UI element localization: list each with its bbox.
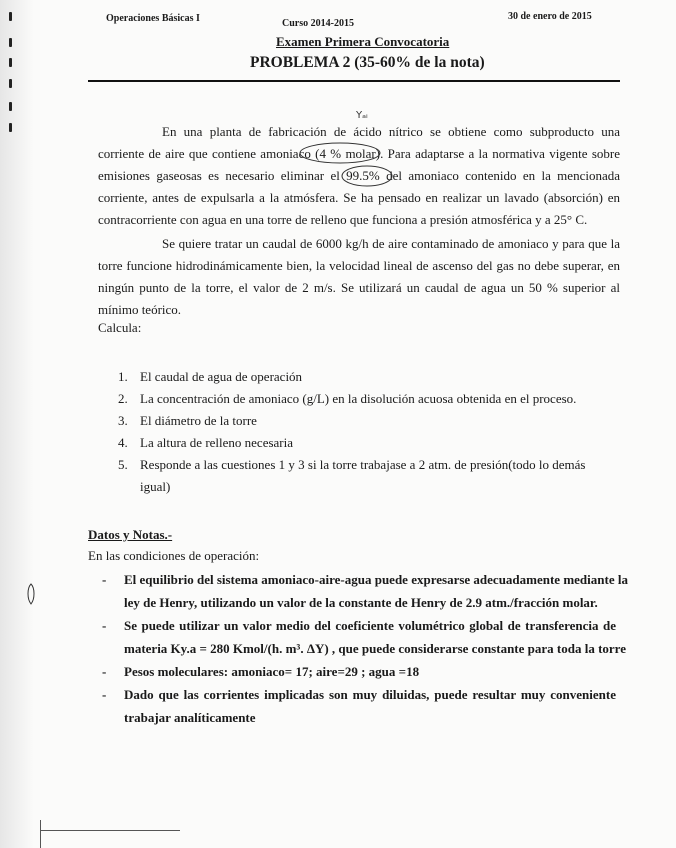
question-item xyxy=(118,366,618,388)
note-text: Pesos moleculares: amoniaco= 17; aire=29 ; agua =18 xyxy=(124,664,420,679)
page-corner-tick xyxy=(40,820,41,848)
page-corner-line xyxy=(40,830,180,831)
question-text: igual) xyxy=(140,479,171,494)
text-line: mínimo teórico. xyxy=(98,302,182,317)
text-line: Se quiere tratar un caudal de 6000 kg/h de aire contaminado de amoniaco y para que la xyxy=(162,236,620,251)
course-year: Curso 2014-2015 xyxy=(282,18,354,29)
question-number: 5. xyxy=(118,457,128,472)
note-text: El equilibrio del sistema amoniaco-aire-agua puede expresarse adecuadamente mediante la xyxy=(124,572,628,587)
course-name: Operaciones Básicas I xyxy=(106,13,200,24)
margin-pen-mark xyxy=(26,583,36,605)
question-text: La concentración de amoniaco (g/L) en la disolución acuosa obtenida en el proceso. xyxy=(140,391,577,406)
notes-intro: En las condiciones de operación: xyxy=(88,548,260,563)
note-text: materia Ky.a = 280 Kmol/(h. m³. ΔY) , que puede considerarse constante para toda la torre xyxy=(124,641,626,656)
question-item xyxy=(118,432,618,454)
question-number: 3. xyxy=(118,413,128,428)
question-text: La altura de relleno necesaria xyxy=(140,435,294,450)
note-item xyxy=(102,660,616,683)
note-item xyxy=(102,683,616,729)
exam-date: 30 de enero de 2015 xyxy=(508,11,592,22)
text-line: corriente, antes de expulsarla a la atmósfera. Se ha pensado en realizar un lavado (absorción) en xyxy=(98,190,620,205)
calcula-label: Calcula: xyxy=(98,320,142,335)
question-item xyxy=(118,410,618,432)
circle-mark xyxy=(342,166,392,186)
note-text: trabajar analíticamente xyxy=(124,710,256,725)
text-line: contracorriente con agua en una torre de relleno que funciona a presión atmosférica y a 25° C. xyxy=(98,212,588,227)
problem-title: PROBLEMA 2 (35-60% de la nota) xyxy=(250,54,485,71)
text-line: torre funcione hidrodinámicamente bien, la velocidad lineal de ascenso del gas no debe superar, en xyxy=(98,258,620,273)
question-number: 4. xyxy=(118,435,128,450)
text-line: emisiones gaseosas es necesario eliminar el 99.5% del amoniaco contenido en la mencionada xyxy=(98,168,620,183)
circle-mark xyxy=(300,143,380,163)
bullet-dash: - xyxy=(102,664,107,679)
bullet-dash: - xyxy=(102,618,107,633)
note-text: Dado que las corrientes implicadas son muy diluidas, puede resultar muy conveniente xyxy=(124,687,616,702)
question-text: Responde a las cuestiones 1 y 3 si la torre trabajase a 2 atm. de presión(todo lo demás xyxy=(140,457,586,472)
question-list xyxy=(118,366,618,498)
note-item xyxy=(102,568,628,614)
text-line: En una planta de fabricación de ácido nítrico se obtiene como subproducto una xyxy=(162,124,620,139)
note-text: Se puede utilizar un valor medio del coeficiente volumétrico global de transferencia de xyxy=(124,618,616,633)
notes-title: Datos y Notas.- xyxy=(88,527,173,542)
question-text: El caudal de agua de operación xyxy=(140,369,303,384)
note-item xyxy=(102,614,626,660)
statement-paragraph-2 xyxy=(98,233,620,321)
question-item xyxy=(118,388,618,410)
note-text: ley de Henry, utilizando un valor de la constante de Henry de 2.9 atm./fracción molar. xyxy=(124,595,598,610)
question-item xyxy=(118,454,618,498)
question-number: 1. xyxy=(118,369,128,384)
handwritten-annotation: Yₐᵢ xyxy=(356,110,368,121)
bullet-dash: - xyxy=(102,572,107,587)
text-line: corriente de aire que contiene amoniaco (4 % molar). Para adaptarse a la normativa vigente sobre xyxy=(98,146,620,161)
notes-list xyxy=(102,568,628,729)
question-number: 2. xyxy=(118,391,128,406)
bullet-dash: - xyxy=(102,687,107,702)
question-text: El diámetro de la torre xyxy=(140,413,257,428)
text-line: ningún punto de la torre, el valor de 2 m/s. Se utilizará un caudal de agua un 50 % superior al xyxy=(98,280,620,295)
exam-title: Examen Primera Convocatoria xyxy=(276,34,450,49)
